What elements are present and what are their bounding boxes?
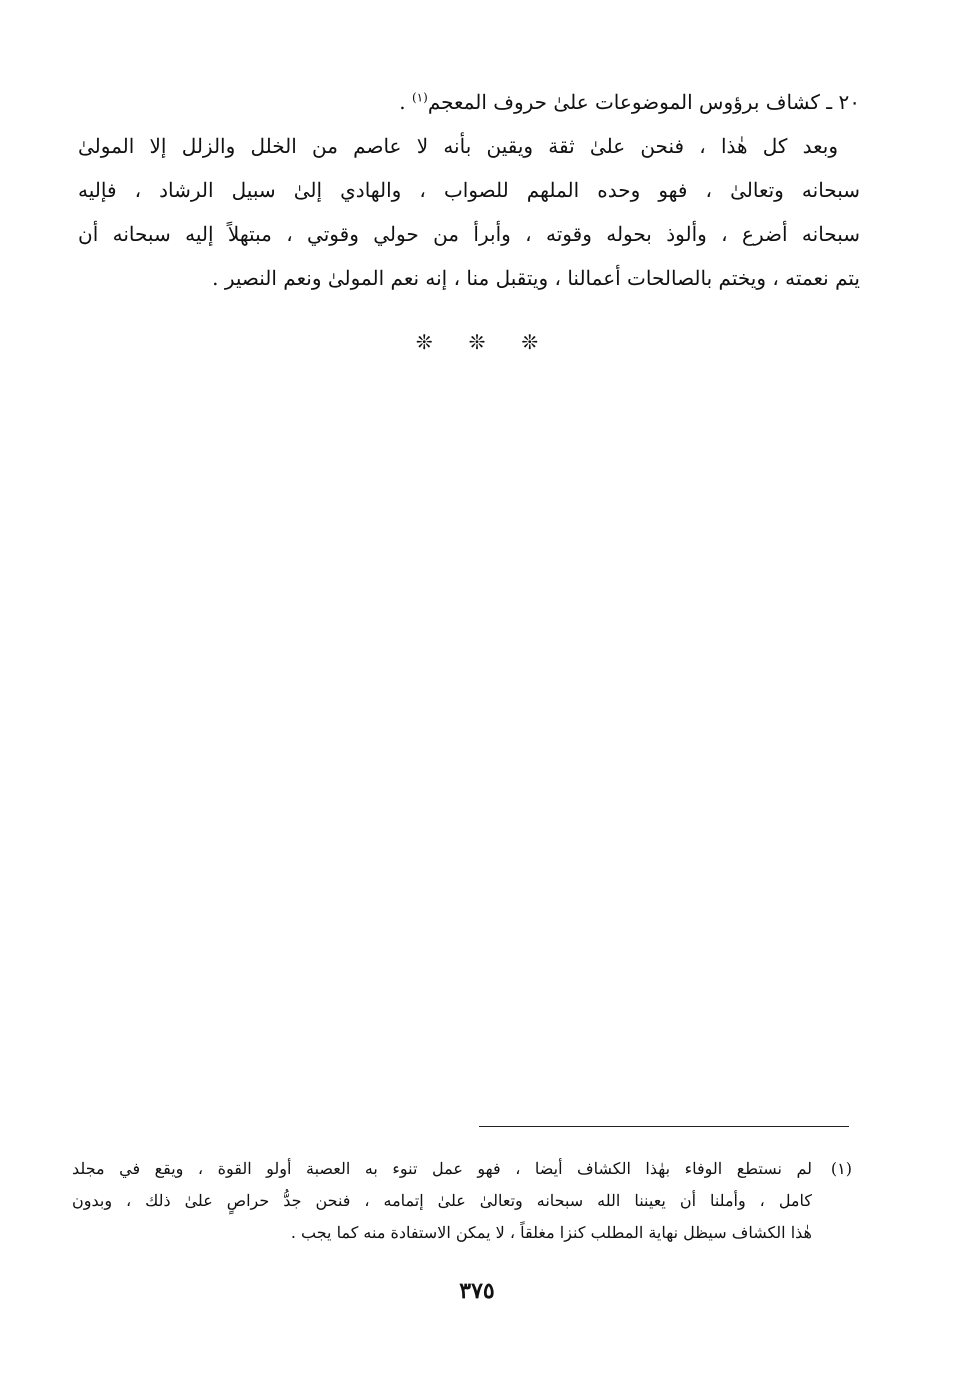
footnote-line: لم نستطع الوفاء بهٰذا الكشاف أيضا ، فهو عمل تنوء به العصبة أولو القوة ، ويقع في مجلد (72, 1159, 812, 1178)
footnote-line: هٰذا الكشاف سيظل نهاية المطلب كنزا مغلقاً ، لا يمكن الاستفادة منه كما يجب . (290, 1223, 812, 1242)
asterisk-ornament: ❊ (468, 330, 486, 354)
asterisk-ornament: ❊ (521, 330, 539, 354)
page-number: ٣٧٥ (459, 1278, 495, 1304)
paragraph-line: سبحانه وتعالىٰ ، فهو وحده الملهم للصواب ، والهادي إلىٰ سبيل الرشاد ، فإليه (78, 178, 860, 202)
list-item-text: ٢٠ ـ كشاف برؤوس الموضوعات علىٰ حروف المعجم (427, 90, 860, 114)
footnote-item (72, 1153, 852, 1249)
footnote-text (72, 1153, 812, 1249)
list-item-20 (78, 80, 860, 124)
paragraph-line: سبحانه أضرع ، وألوذ بحوله وقوته ، وأبرأ من حولي وقوتي ، مبتهلاً إليه سبحانه أن (78, 222, 861, 246)
footnote-line: كامل ، وأملنا أن يعيننا الله سبحانه وتعالىٰ علىٰ إتمامه ، فنحن جدُّ حراصٍ علىٰ ذلك ، وبدون (72, 1191, 812, 1210)
paragraph-line: يتم نعمته ، ويختم بالصالحات أعمالنا ، ويتقبل منا ، إنه نعم المولىٰ ونعم النصير . (212, 266, 860, 290)
main-text (78, 80, 860, 300)
section-separator (0, 330, 954, 354)
footnotes (72, 1153, 852, 1249)
footnote-marker: (١) (830, 1159, 852, 1178)
asterisk-ornament: ❊ (415, 330, 433, 354)
paragraph-line: وبعد كل هٰذا ، فنحن علىٰ ثقة ويقين بأنه لا عاصم من الخلل والزلل إلا المولىٰ (78, 134, 838, 158)
footnote-reference[interactable]: (١) (411, 90, 428, 105)
footnote-divider (479, 1126, 849, 1127)
list-item-end: . (399, 90, 412, 114)
